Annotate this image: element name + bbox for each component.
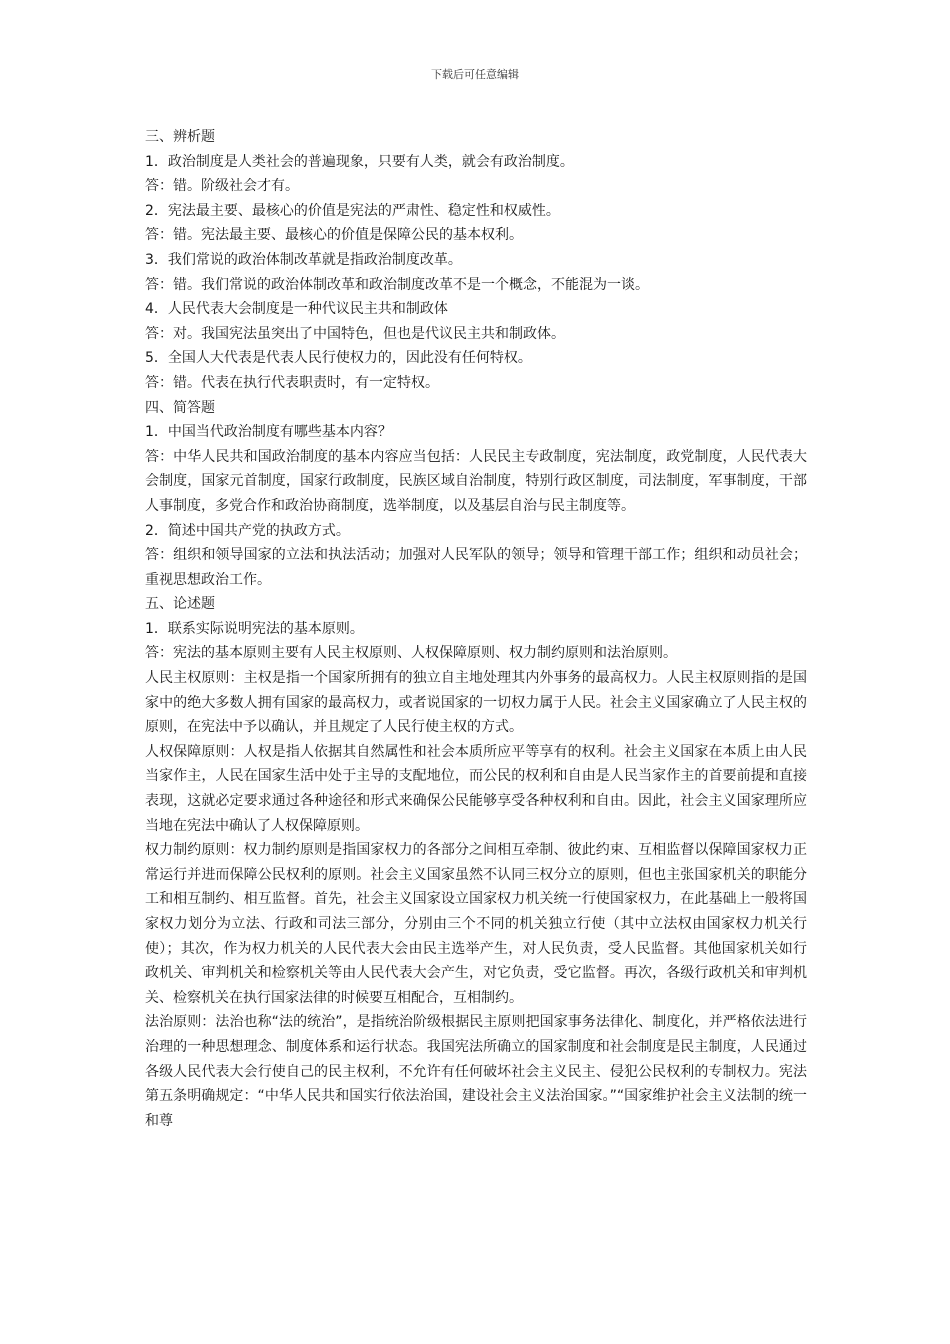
answer: 答：错。宪法最主要、最核心的价值是保障公民的基本权利。 (145, 227, 523, 244)
question: 2．宪法最主要、最核心的价值是宪法的严肃性、稳定性和权威性。 (145, 202, 560, 219)
section-heading: 三、辨析题 (145, 129, 215, 145)
paragraph: 人权保障原则：人权是指人依据其自然属性和社会本质所应平等享有的权利。社会主义国家在本质上由人民当家作主，人民在国家生活中处于主导的支配地位，而公民的权利和自由是人民当家作主的首要前提和直接表现，这就必定要求通过各种途径和形式来确保公民能够享受各种权利和自由。因此，社会主义国家理所应当地在宪法中确认了人权保障原则。 (145, 743, 807, 834)
answer: 答：错。代表在执行代表职责时，有一定特权。 (145, 374, 439, 391)
paragraph: 人民主权原则：主权是指一个国家所拥有的独立自主地处理其内外事务的最高权力。人民主权原则指的是国家中的绝大多数人拥有国家的最高权力，或者说国家的一切权力属于人民。社会主义国家确立了人民主权的原则，在宪法中予以确认，并且规定了人民行使主权的方式。 (145, 670, 807, 736)
question: 1．联系实际说明宪法的基本原则。 (145, 620, 364, 637)
question: 5．全国人大代表是代表人民行使权力的，因此没有任何特权。 (145, 350, 532, 367)
section-heading: 五、论述题 (145, 596, 215, 613)
answer: 答：中华人民共和国政治制度的基本内容应当包括：人民民主专政制度，宪法制度，政党制度，人民代表大会制度，国家元首制度，国家行政制度，民族区域自治制度，特别行政区制度，司法制度，军事制度，干部人事制度，多党合作和政治协商制度，选举制度，以及基层自治与民主制度等。 (145, 448, 807, 514)
question: 2．简述中国共产党的执政方式。 (145, 522, 350, 539)
answer: 答：错。阶级社会才有。 (145, 178, 299, 195)
page-header: 下载后可任意编辑 (431, 68, 519, 81)
paragraph: 法治原则：法治也称“法的统治”，是指统治阶级根据民主原则把国家事务法律化、制度化，并严格依法进行治理的一种思想理念、制度体系和运行状态。我国宪法所确立的国家制度和社会制度是民主制度，人民通过各级人民代表大会行使自己的民主权利，不允许有任何破坏社会主义民主、侵犯公民权利的专制权力。宪法第五条明确规定：“中华人民共和国实行依法治国，建设社会主义法治国家。”“国家维护社会主义法制的统一和尊 (145, 1014, 807, 1129)
answer: 答：宪法的基本原则主要有人民主权原则、人权保障原则、权力制约原则和法治原则。 (145, 645, 677, 662)
document-body (145, 125, 807, 1133)
answer: 答：对。我国宪法虽突出了中国特色，但也是代议民主共和制政体。 (145, 325, 565, 342)
question: 1．政治制度是人类社会的普遍现象，只要有人类，就会有政治制度。 (145, 153, 574, 170)
answer: 答：组织和领导国家的立法和执法活动；加强对人民军队的领导；领导和管理干部工作；组织和动员社会；重视思想政治工作。 (145, 547, 807, 588)
answer: 答：错。我们常说的政治体制改革和政治制度改革不是一个概念，不能混为一谈。 (145, 276, 649, 293)
section-heading: 四、简答题 (145, 399, 215, 416)
paragraph: 权力制约原则：权力制约原则是指国家权力的各部分之间相互牵制、彼此约束、互相监督以保障国家权力正常运行并进而保障公民权利的原则。社会主义国家虽然不认同三权分立的原则，但也主张国家机关的职能分工和相互制约、相互监督。首先，社会主义国家设立国家权力机关统一行使国家权力，在此基础上一般将国家权力划分为立法、行政和司法三部分，分别由三个不同的机关独立行使（其中立法权由国家权力机关行使）；其次，作为权力机关的人民代表大会由民主选举产生，对人民负责，受人民监督。其他国家机关如行政机关、审判机关和检察机关等由人民代表大会产生，对它负责，受它监督。再次，各级行政机关和审判机关、检察机关在执行国家法律的时候要互相配合，互相制约。 (145, 842, 807, 1006)
question: 3．我们常说的政治体制改革就是指政治制度改革。 (145, 251, 462, 268)
question: 4．人民代表大会制度是一种代议民主共和制政体 (145, 301, 448, 318)
question: 1．中国当代政治制度有哪些基本内容？ (145, 424, 392, 441)
